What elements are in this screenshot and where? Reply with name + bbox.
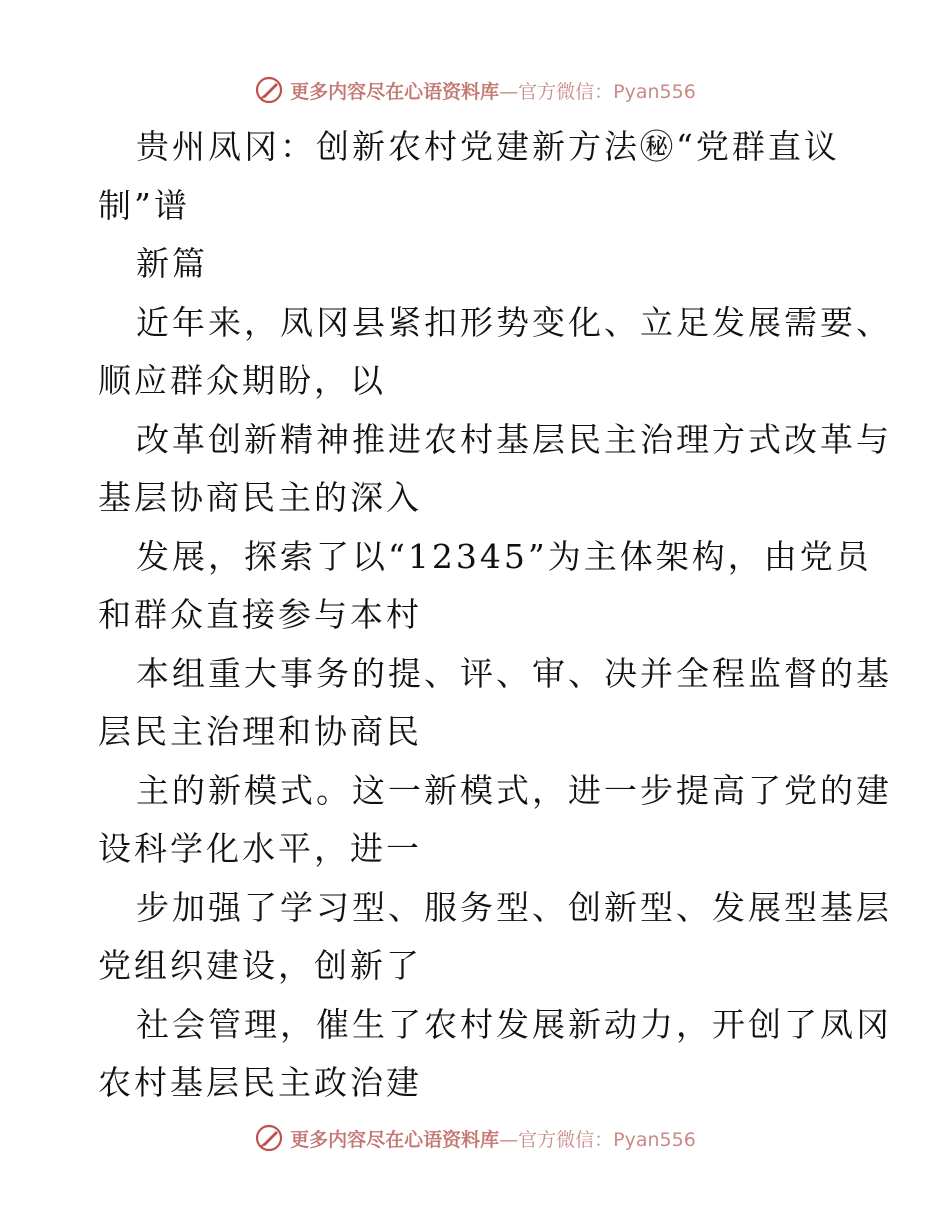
paragraph-line: 顺应群众期盼，以 xyxy=(98,361,386,400)
footer-watermark-brand: 更多内容尽在心语资料库 xyxy=(290,1128,500,1151)
header-watermark-brand: 更多内容尽在心语资料库 xyxy=(290,80,500,103)
footer-watermark-dash: — xyxy=(499,1128,519,1151)
paragraph-line: 党组织建设，创新了 xyxy=(98,946,422,985)
header-watermark-dash: — xyxy=(499,80,519,103)
paragraph-line: 和群众直接参与本村 xyxy=(98,595,422,634)
paragraph-line: 发展，探索了以“12345”为主体架构，由党员 xyxy=(136,536,872,576)
paragraph-line: 近年来，凤冈县紧扣形势变化、立足发展需要、 xyxy=(136,302,892,342)
document-title-line-2: 制”谱 xyxy=(98,185,190,225)
header-watermark-contact: 官方微信：Pyan556 xyxy=(518,80,696,103)
paragraph-line: 基层协商民主的深入 xyxy=(98,478,422,517)
footer-watermark-contact: 官方微信：Pyan556 xyxy=(518,1128,696,1151)
header-watermark-banner xyxy=(0,70,950,110)
document-body xyxy=(98,118,892,1113)
paragraph-line: 层民主治理和协商民 xyxy=(98,712,422,751)
document-title-line-1: 贵州凤冈：创新农村党建新方法㊙“党群直议 xyxy=(136,127,840,166)
paragraph-line: 设科学化水平，进一 xyxy=(98,829,422,868)
footer-watermark-banner xyxy=(0,1118,950,1158)
paragraph-line: 步加强了学习型、服务型、创新型、发展型基层 xyxy=(136,887,892,927)
paragraph-line: 农村基层民主政治建 xyxy=(98,1063,422,1102)
header-watermark-text xyxy=(290,77,696,104)
quill-pen-logo-icon xyxy=(254,1123,284,1153)
paragraph-line: 主的新模式。这一新模式，进一步提高了党的建 xyxy=(136,770,892,810)
paragraph-line: 社会管理，催生了农村发展新动力，开创了凤冈 xyxy=(136,1004,892,1044)
paragraph-line: 改革创新精神推进农村基层民主治理方式改革与 xyxy=(136,419,892,459)
footer-watermark-text xyxy=(290,1125,696,1152)
quill-pen-logo-icon xyxy=(254,75,284,105)
paragraph-line: 本组重大事务的提、评、审、决并全程监督的基 xyxy=(136,653,892,693)
document-title-line-3: 新篇 xyxy=(136,244,208,283)
